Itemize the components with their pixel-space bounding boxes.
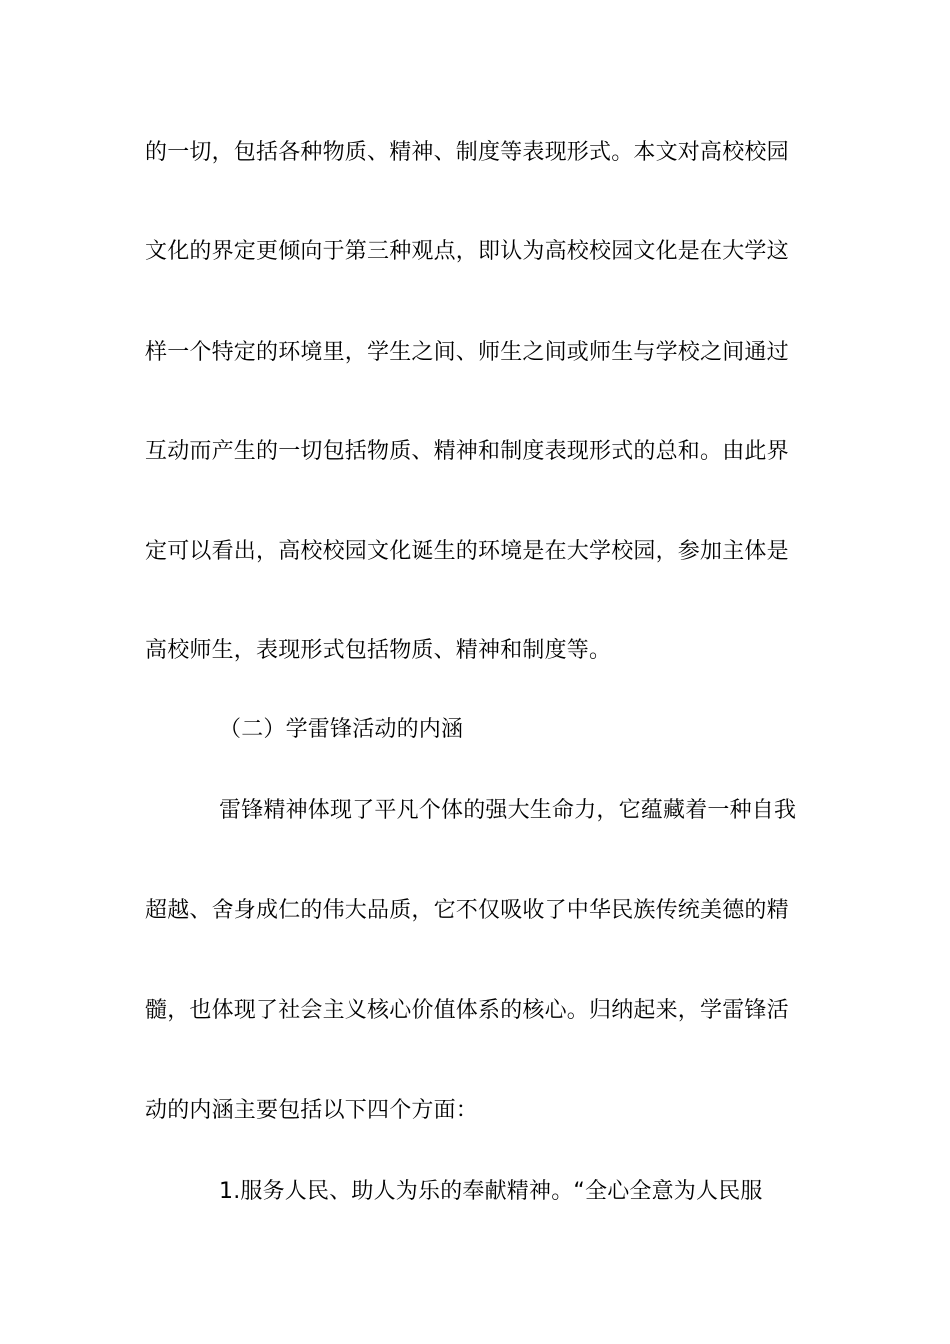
list-item: 1.服务人民、助人为乐的奉献精神。“全心全意为人民服 xyxy=(219,1179,763,1204)
paragraph-line: 动的内涵主要包括以下四个方面： xyxy=(145,1098,479,1123)
paragraph-line: 样一个特定的环境里，学生之间、师生之间或师生与学校之间通过 xyxy=(145,340,789,365)
paragraph-line: 互动而产生的一切包括物质、精神和制度表现形式的总和。由此界 xyxy=(145,439,789,464)
paragraph-line: 雷锋精神体现了平凡个体的强大生命力，它蕴藏着一种自我 xyxy=(219,798,797,823)
paragraph-line: 的一切，包括各种物质、精神、制度等表现形式。本文对高校校园 xyxy=(145,140,789,165)
section-heading: （二）学雷锋活动的内涵 xyxy=(219,717,464,742)
paragraph-line: 高校师生，表现形式包括物质、精神和制度等。 xyxy=(145,638,612,663)
paragraph-line: 髓，也体现了社会主义核心价值体系的核心。归纳起来，学雷锋活 xyxy=(145,998,789,1023)
paragraph-line: 超越、舍身成仁的伟大品质，它不仅吸收了中华民族传统美德的精 xyxy=(145,898,789,923)
paragraph-line: 文化的界定更倾向于第三种观点，即认为高校校园文化是在大学这 xyxy=(145,239,789,264)
paragraph-line: 定可以看出，高校校园文化诞生的环境是在大学校园，参加主体是 xyxy=(145,539,789,564)
